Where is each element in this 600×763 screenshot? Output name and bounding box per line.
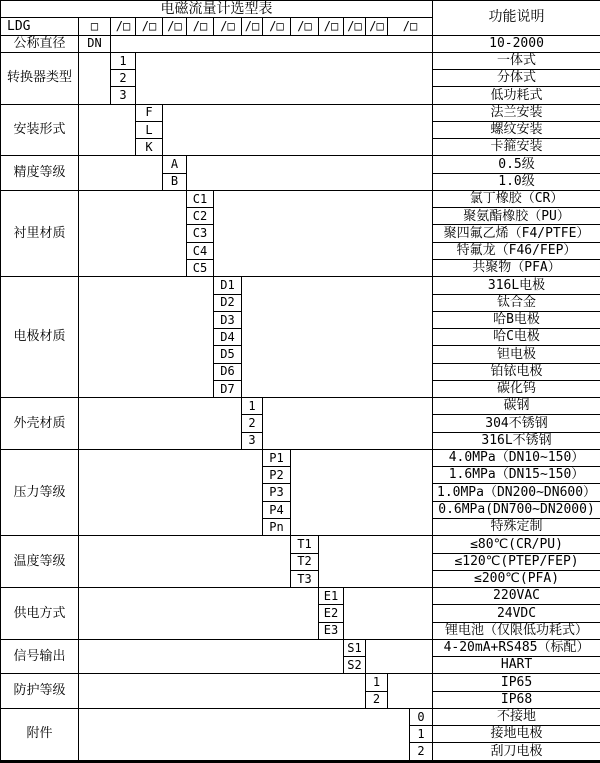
category-cell: 转换器类型 bbox=[1, 52, 79, 104]
function-desc-cell: 卡箍安装 bbox=[433, 139, 600, 156]
option-code-cell: 1 bbox=[242, 398, 263, 415]
function-desc-cell: 一体式 bbox=[433, 52, 600, 69]
function-desc-cell: 特氟龙（F46/FEP） bbox=[433, 242, 600, 259]
option-code-cell: P3 bbox=[263, 484, 291, 501]
option-code-cell: S1 bbox=[344, 639, 366, 656]
option-row bbox=[1, 35, 600, 52]
function-desc-cell: ≤200℃(PFA) bbox=[433, 570, 600, 587]
function-desc-cell: 低功耗式 bbox=[433, 87, 600, 104]
option-code-cell: C4 bbox=[187, 242, 214, 259]
model-slot-cell: /□ bbox=[344, 18, 366, 35]
function-desc-cell: 4-20mA+RS485（标配） bbox=[433, 639, 600, 656]
category-cell: 电极材质 bbox=[1, 277, 79, 398]
option-row bbox=[1, 156, 600, 173]
function-desc-cell: 1.0MPa（DN200~DN600） bbox=[433, 484, 600, 501]
option-code-cell: 2 bbox=[410, 743, 433, 761]
option-row bbox=[1, 277, 600, 294]
spacer-cell-right bbox=[187, 156, 433, 191]
option-code-cell: E1 bbox=[319, 588, 344, 605]
option-row bbox=[1, 639, 600, 656]
model-slot-cell: /□ bbox=[187, 18, 214, 35]
option-row bbox=[1, 190, 600, 207]
option-code-cell: 3 bbox=[111, 87, 136, 104]
option-row bbox=[1, 588, 600, 605]
spacer-cell-right bbox=[344, 588, 433, 640]
spacer-cell-left bbox=[79, 588, 319, 640]
model-slot-cell: /□ bbox=[366, 18, 388, 35]
option-code-cell: K bbox=[136, 139, 163, 156]
option-code-cell: 1 bbox=[366, 674, 388, 691]
option-code-cell: P1 bbox=[263, 449, 291, 466]
spacer-cell-left bbox=[79, 190, 187, 276]
function-desc-cell: 0.5级 bbox=[433, 156, 600, 173]
function-desc-cell: 锂电池（仅限低功耗式） bbox=[433, 622, 600, 639]
function-desc-cell: 碳化钨 bbox=[433, 380, 600, 397]
option-code-cell: D5 bbox=[214, 346, 242, 363]
option-code-cell: D1 bbox=[214, 277, 242, 294]
function-desc-cell: 法兰安装 bbox=[433, 104, 600, 121]
function-desc-cell: 铂铱电极 bbox=[433, 363, 600, 380]
option-code-cell: T2 bbox=[291, 553, 319, 570]
category-cell: 附件 bbox=[1, 708, 79, 761]
category-cell: 防护等级 bbox=[1, 674, 79, 709]
category-cell: 精度等级 bbox=[1, 156, 79, 191]
model-slot-cell: /□ bbox=[388, 18, 433, 35]
model-slot-cell: /□ bbox=[319, 18, 344, 35]
function-desc-cell: 10-2000 bbox=[433, 35, 600, 52]
option-code-cell: Pn bbox=[263, 518, 291, 535]
option-code-cell: 2 bbox=[111, 70, 136, 87]
option-row bbox=[1, 449, 600, 466]
option-code-cell: B bbox=[163, 173, 187, 190]
option-row bbox=[1, 104, 600, 121]
option-code-cell: 2 bbox=[366, 691, 388, 708]
spacer-cell-right bbox=[163, 104, 433, 156]
option-code-cell: C5 bbox=[187, 259, 214, 276]
option-code-cell: P2 bbox=[263, 467, 291, 484]
option-code-cell: D7 bbox=[214, 380, 242, 397]
function-desc-cell: 24VDC bbox=[433, 605, 600, 622]
function-desc-cell: 共聚物（PFA） bbox=[433, 259, 600, 276]
model-box-cell: □ bbox=[79, 18, 111, 35]
function-desc-cell: ≤80℃(CR/PU) bbox=[433, 536, 600, 553]
option-code-cell: 1 bbox=[410, 726, 433, 743]
model-slot-cell: /□ bbox=[242, 18, 263, 35]
function-desc-cell: 聚氨酯橡胶（PU） bbox=[433, 208, 600, 225]
option-row bbox=[1, 398, 600, 415]
spacer-cell-left bbox=[79, 449, 263, 535]
function-desc-cell: 1.6MPa（DN15~150） bbox=[433, 467, 600, 484]
option-code-cell: C1 bbox=[187, 190, 214, 207]
option-code-cell: T3 bbox=[291, 570, 319, 587]
option-row bbox=[1, 708, 600, 725]
function-desc-cell: 螺纹安装 bbox=[433, 121, 600, 138]
function-desc-cell: 316L不锈钢 bbox=[433, 432, 600, 449]
function-desc-cell: 分体式 bbox=[433, 70, 600, 87]
option-code-cell: C3 bbox=[187, 225, 214, 242]
spacer-cell-right bbox=[388, 674, 433, 709]
function-desc-cell: 接地电极 bbox=[433, 726, 600, 743]
category-cell: 温度等级 bbox=[1, 536, 79, 588]
spacer-cell-right bbox=[214, 190, 433, 276]
function-desc-cell: HART bbox=[433, 657, 600, 674]
option-code-cell: L bbox=[136, 121, 163, 138]
spacer-cell-right bbox=[263, 398, 433, 450]
spacer-cell-left bbox=[79, 277, 214, 398]
option-code-cell: DN bbox=[79, 35, 111, 52]
model-slot-cell: /□ bbox=[136, 18, 163, 35]
spacer-cell-left bbox=[79, 398, 242, 450]
category-cell: 衬里材质 bbox=[1, 190, 79, 276]
option-row bbox=[1, 536, 600, 553]
category-cell: 信号输出 bbox=[1, 639, 79, 674]
spacer-cell-right bbox=[291, 449, 433, 535]
option-code-cell: 1 bbox=[111, 52, 136, 69]
function-desc-cell: 碳钢 bbox=[433, 398, 600, 415]
function-desc-cell: 1.0级 bbox=[433, 173, 600, 190]
function-desc-cell: 刮刀电极 bbox=[433, 743, 600, 761]
function-desc-cell: 不接地 bbox=[433, 708, 600, 725]
function-desc-cell: IP68 bbox=[433, 691, 600, 708]
option-code-cell: T1 bbox=[291, 536, 319, 553]
spacer-cell-left bbox=[79, 639, 344, 674]
function-desc-cell: 钽电极 bbox=[433, 346, 600, 363]
title-row bbox=[1, 1, 600, 18]
function-desc-cell: 4.0MPa（DN10~150） bbox=[433, 449, 600, 466]
function-desc-cell: 304不锈钢 bbox=[433, 415, 600, 432]
spacer-cell-left bbox=[79, 52, 111, 104]
function-desc-cell: 哈C电极 bbox=[433, 329, 600, 346]
spacer-cell-right bbox=[319, 536, 433, 588]
spacer-cell-left bbox=[79, 674, 366, 709]
function-desc-cell: 氯丁橡胶（CR） bbox=[433, 190, 600, 207]
spacer-cell-left bbox=[79, 536, 291, 588]
option-code-cell: 0 bbox=[410, 708, 433, 725]
option-code-cell: D3 bbox=[214, 311, 242, 328]
function-desc-cell: 316L电极 bbox=[433, 277, 600, 294]
spacer-cell-right bbox=[136, 52, 433, 104]
option-code-cell: D4 bbox=[214, 329, 242, 346]
spacer-cell-left bbox=[79, 708, 410, 761]
model-slot-cell: /□ bbox=[263, 18, 291, 35]
option-code-cell: A bbox=[163, 156, 187, 173]
table-title: 电磁流量计选型表 bbox=[1, 1, 433, 18]
function-desc-cell: 0.6MPa(DN700~DN2000) bbox=[433, 501, 600, 518]
option-code-cell: 3 bbox=[242, 432, 263, 449]
category-cell: 安装形式 bbox=[1, 104, 79, 156]
function-desc-cell: IP65 bbox=[433, 674, 600, 691]
category-cell: 外壳材质 bbox=[1, 398, 79, 450]
option-code-cell: C2 bbox=[187, 208, 214, 225]
model-prefix-cell: LDG bbox=[1, 18, 79, 35]
option-code-cell: P4 bbox=[263, 501, 291, 518]
function-desc-cell: 聚四氟乙烯（F4/PTFE） bbox=[433, 225, 600, 242]
model-slot-cell: /□ bbox=[214, 18, 242, 35]
spacer-cell-right bbox=[366, 639, 433, 674]
function-desc-cell: 钛合金 bbox=[433, 294, 600, 311]
function-desc-cell: ≤120℃(PTEP/FEP) bbox=[433, 553, 600, 570]
model-slot-cell: /□ bbox=[291, 18, 319, 35]
spacer-cell-left bbox=[79, 104, 136, 156]
option-code-cell: S2 bbox=[344, 657, 366, 674]
function-desc-cell: 220VAC bbox=[433, 588, 600, 605]
model-slot-cell: /□ bbox=[163, 18, 187, 35]
function-desc-cell: 特殊定制 bbox=[433, 518, 600, 535]
model-slot-cell: /□ bbox=[111, 18, 136, 35]
spacer-cell-right bbox=[242, 277, 433, 398]
spacer-cell-right bbox=[111, 35, 433, 52]
category-cell: 公称直径 bbox=[1, 35, 79, 52]
option-code-cell: D6 bbox=[214, 363, 242, 380]
option-code-cell: E2 bbox=[319, 605, 344, 622]
function-column-header: 功能说明 bbox=[433, 1, 600, 36]
option-code-cell: 2 bbox=[242, 415, 263, 432]
category-cell: 压力等级 bbox=[1, 449, 79, 535]
option-code-cell: F bbox=[136, 104, 163, 121]
option-row bbox=[1, 52, 600, 69]
category-cell: 供电方式 bbox=[1, 588, 79, 640]
option-code-cell: E3 bbox=[319, 622, 344, 639]
spacer-cell-left bbox=[79, 156, 163, 191]
option-code-cell: D2 bbox=[214, 294, 242, 311]
option-row bbox=[1, 674, 600, 691]
function-desc-cell: 哈B电极 bbox=[433, 311, 600, 328]
